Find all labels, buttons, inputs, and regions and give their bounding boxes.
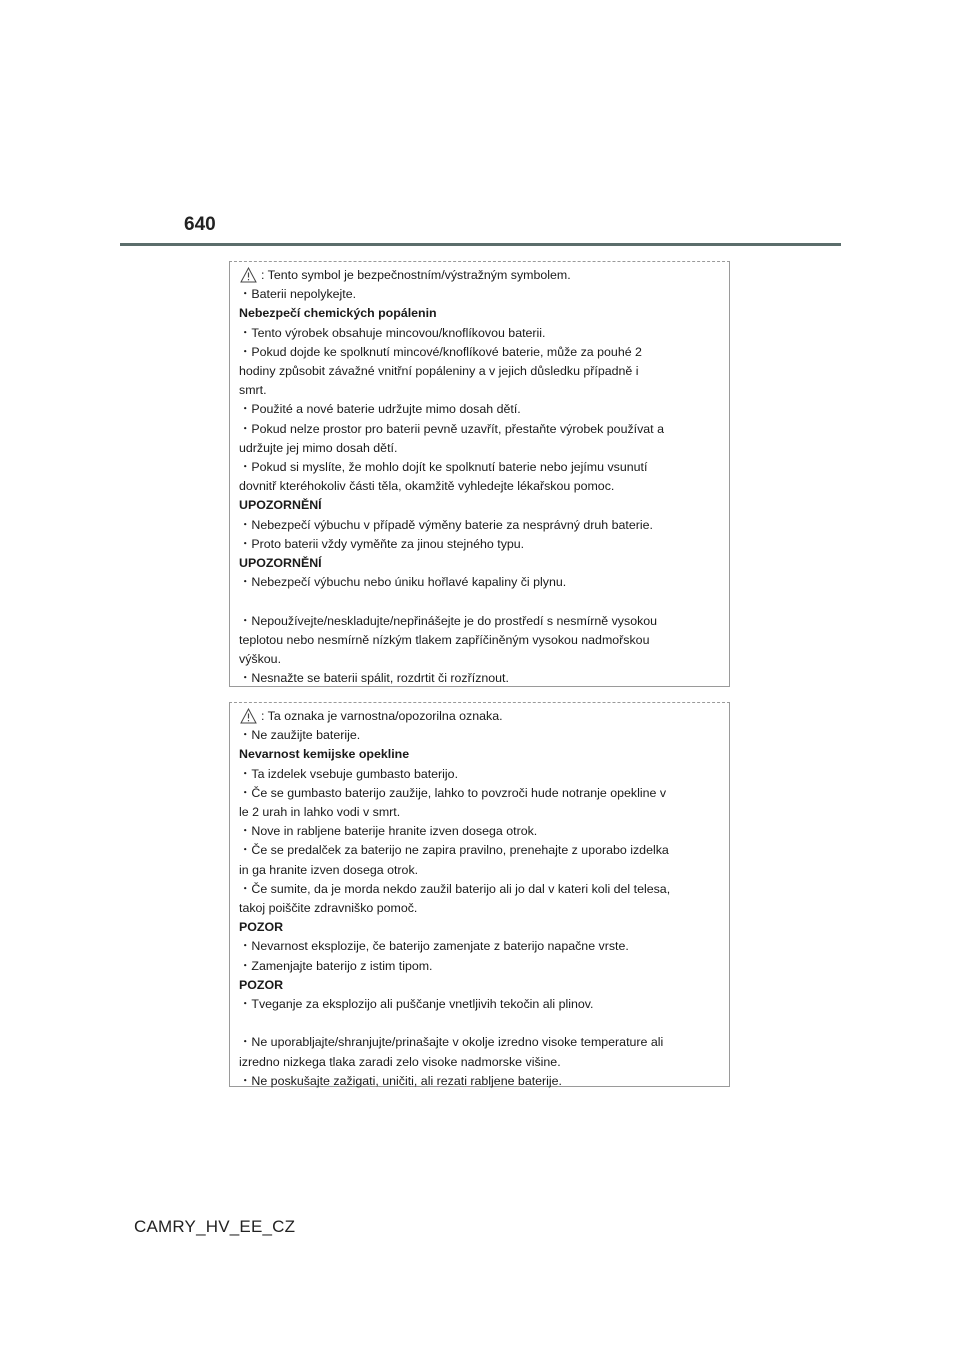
symbol-caption: : Ta oznaka je varnostna/opozorilna oznaka. (261, 709, 503, 723)
notice-text-line: in ga hranite izven dosega otrok. (239, 862, 419, 877)
symbol-line (239, 707, 720, 726)
notice-text-line: ・Ta izdelek vsebuje gumbasto baterijo. (239, 766, 459, 781)
section-heading: Nebezpečí chemických popálenin (239, 306, 437, 321)
notice-text-line: ・Če sumite, da je morda nekdo zaužil baterijo ali jo dal v kateri koli del telesa, (239, 881, 671, 896)
notice-text-line: hodiny způsobit závažné vnitřní popáleniny a v jejich důsledku případně i (239, 364, 639, 379)
notice-text-line: výškou. (239, 652, 282, 667)
notice-text-line: dovnitř kteréhokoliv části těla, okamžitě vyhledejte lékařskou pomoc. (239, 479, 615, 494)
notice-text-line: ・Nove in rabljene baterije hranite izven dosega otrok. (239, 824, 538, 839)
notice-text-line: ・Zamenjajte baterijo z istim tipom. (239, 958, 433, 973)
section-heading: UPOZORNĚNÍ (239, 556, 322, 571)
notice-text-line: le 2 urah in lahko vodi v smrt. (239, 805, 401, 820)
notice-text-line: ・Použité a nové baterie udržujte mimo dosah dětí. (239, 402, 521, 417)
spacer (239, 1014, 720, 1033)
page-number: 640 (184, 214, 216, 235)
header-rule (120, 243, 841, 246)
notice-text-line: udržujte jej mimo dosah dětí. (239, 440, 398, 455)
notice-text-line: ・Nepoužívejte/neskladujte/nepřinášejte je do prostředí s nesmírně vysokou (239, 613, 658, 628)
notice-text-line: ・Nesnažte se baterii spálit, rozdrtit či rozříznout. (239, 671, 509, 686)
notice-lines (239, 726, 720, 1091)
symbol-line (239, 266, 720, 285)
battery-warning-box-cz (229, 261, 730, 687)
section-heading: POZOR (239, 920, 284, 935)
notice-text-line: ・Pokud nelze prostor pro baterii pevně uzavřít, přestaňte výrobek používat a (239, 421, 664, 436)
notice-text-line: ・Proto baterii vždy vyměňte za jinou stejného typu. (239, 536, 525, 551)
spacer (239, 592, 720, 611)
symbol-caption: : Tento symbol je bezpečnostním/výstražným symbolem. (261, 268, 571, 282)
notice-text-line: ・Ne zaužijte baterije. (239, 728, 361, 743)
notice-text-line: ・Pokud si myslíte, že mohlo dojít ke spolknutí baterie nebo jejímu vsunutí (239, 460, 648, 475)
notice-text-line: ・Tveganje za eksplozijo ali puščanje vnetljivih tekočin ali plinov. (239, 997, 594, 1012)
notice-text-line: teplotou nebo nesmírně nízkým tlakem zapříčiněným vysokou nadmořskou (239, 632, 650, 647)
notice-text-line: takoj poiščite zdravniško pomoč. (239, 901, 418, 916)
warning-triangle-icon (240, 267, 257, 283)
notice-text-line: ・Če se predalček za baterijo ne zapira pravilno, prenehajte z uporabo izdelka (239, 843, 669, 858)
notice-text-line: ・Tento výrobek obsahuje mincovou/knoflíkovou baterii. (239, 325, 546, 340)
document-code: CAMRY_HV_EE_CZ (134, 1217, 296, 1236)
notice-text-line: ・Baterii nepolykejte. (239, 287, 357, 302)
section-heading: Nevarnost kemijske opekline (239, 747, 410, 762)
section-heading: POZOR (239, 977, 284, 992)
notice-text-line: ・Nebezpečí výbuchu v případě výměny baterie za nesprávný druh baterie. (239, 517, 653, 532)
notice-text-line: smrt. (239, 383, 267, 398)
notice-text-line: ・Nebezpečí výbuchu nebo úniku hořlavé kapaliny či plynu. (239, 575, 567, 590)
notice-lines (239, 285, 720, 688)
notice-text-line: ・Nevarnost eksplozije, če baterijo zamenjate z baterijo napačne vrste. (239, 939, 629, 954)
notice-text-line: ・Pokud dojde ke spolknutí mincové/knoflíkové baterie, může za pouhé 2 (239, 344, 642, 359)
notice-text-line: izredno nizkega tlaka zaradi zelo visoke nadmorske višine. (239, 1054, 561, 1069)
battery-warning-box-sl (229, 702, 730, 1087)
notice-text-line: ・Ne uporabljajte/shranjujte/prinašajte v okolje izredno visoke temperature ali (239, 1035, 664, 1050)
section-heading: UPOZORNĚNÍ (239, 498, 322, 513)
notice-text-line: ・Ne poskušajte zažigati, uničiti, ali rezati rabljene baterije. (239, 1073, 563, 1088)
notice-text-line: ・Če se gumbasto baterijo zaužije, lahko to povzroči hude notranje opekline v (239, 785, 667, 800)
warning-triangle-icon (240, 708, 257, 724)
